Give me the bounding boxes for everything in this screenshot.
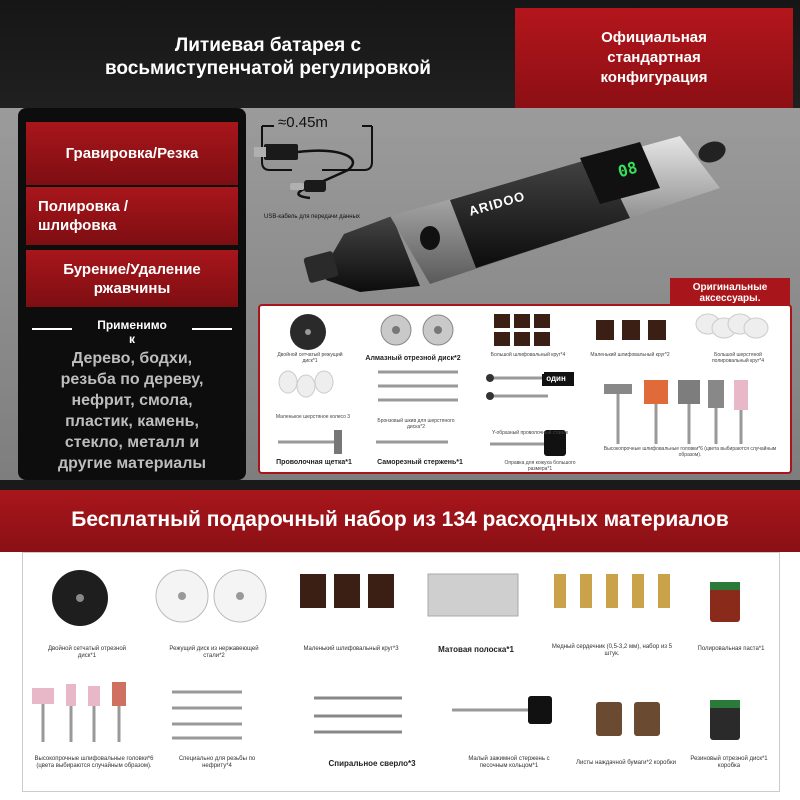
material-line-1: Дерево, бодхи,: [71, 350, 193, 367]
applicable-line-1: Применимо: [97, 318, 167, 332]
material-line-6: другие материалы: [57, 455, 207, 472]
product-title: [58, 34, 478, 80]
acc-caption-3: Большой шлифовальный круг*4: [490, 352, 566, 358]
gift-caption-10: Малый зажимной стержень с песочным кольцом*1: [468, 756, 550, 769]
applicable-line-2: к: [128, 332, 135, 346]
applicable-heading: [26, 318, 238, 352]
acc-caption-11: Саморезный стержень*1: [377, 459, 463, 466]
divider-left: [32, 328, 72, 330]
function-polishing-line-1: Полировка /: [38, 198, 129, 215]
gift-caption-12: Резиновый отрезной диск*1 коробка: [690, 756, 768, 769]
official-config-badge: [515, 8, 793, 108]
gift-caption-11: Листы наждачной бумаги*2 коробки: [576, 760, 676, 766]
gift-caption-9: Спиральное сверло*3: [328, 759, 416, 768]
acc-caption-10: Проволочная щетка*1: [276, 459, 352, 466]
gift-caption-2: Режущий диск из нержавеющей стали*2: [169, 646, 259, 659]
tool-display: 08: [615, 157, 640, 182]
one-badge: один: [542, 374, 570, 386]
title-line-1: Литиевая батарея с: [174, 35, 362, 56]
function-drilling: [26, 250, 238, 307]
gift-caption-4: Матовая полоска*1: [438, 645, 514, 654]
title-line-2: восьмиступенчатой регулировкой: [104, 58, 431, 79]
acc-caption-6: Маленькое шерстяное колесо 3: [275, 414, 351, 420]
acc-caption-12: Оправка для кожуха большого размера*1: [504, 460, 576, 472]
official-line-3: конфигурация: [600, 69, 708, 86]
accessories-tag-line-2: аксессуары.: [699, 293, 761, 304]
accessories-tag-line-1: Оригинальные: [692, 282, 768, 293]
gift-title: Бесплатный подарочный набор из 134 расходных материалов: [71, 508, 729, 531]
cable-length: ≈0.45m: [278, 114, 328, 131]
gift-caption-8: Специально для резьбы по нефриту*4: [178, 756, 256, 769]
acc-caption-2: Алмазный отрезной диск*2: [365, 355, 461, 362]
divider-right: [192, 328, 232, 330]
gift-caption-5: Медный сердечник (0,5-3,2 мм), набор из 5 штук.: [551, 644, 673, 657]
materials-list: [26, 348, 238, 474]
gift-caption-7: Высокопрочные шлифовальные головки*6 (цвета выбираются случайным образом).: [34, 756, 154, 769]
acc-caption-7: Бронзовый шкив для шерстяного диска*2: [377, 418, 455, 430]
function-polishing: [26, 187, 238, 245]
function-engraving: [26, 122, 238, 185]
function-polishing-line-2: шлифовка: [38, 217, 117, 234]
acc-caption-8: Y-образный проволочный станок: [491, 430, 569, 436]
official-line-2: стандартная: [607, 49, 701, 66]
cable-caption: USB-кабель для передачи данных: [264, 214, 360, 220]
official-line-1: Официальная: [601, 29, 707, 46]
material-line-4: пластик, камень,: [65, 413, 199, 430]
material-line-3: нефрит, смола,: [71, 392, 193, 409]
acc-caption-4: Маленький шлифовальный круг*2: [590, 352, 670, 358]
function-engraving-label: Гравировка/Резка: [65, 145, 199, 162]
material-line-2: резьба по дереву,: [60, 371, 204, 388]
gift-caption-1: Двойной сетчатый отрезной диск*1: [47, 646, 127, 659]
acc-caption-1: Двойной сетчатый режущий диск*1: [277, 352, 343, 364]
function-drilling-line-1: Бурение/Удаление: [63, 260, 201, 278]
gift-caption-6: Полировальная паста*1: [697, 646, 765, 652]
function-drilling-line-2: ржавчины: [93, 279, 171, 297]
material-line-5: стекло, металл и: [64, 434, 200, 451]
tool-brand: ARIDOO: [467, 188, 527, 219]
gift-caption-3: Маленький шлифовальный круг*3: [303, 646, 399, 652]
acc-caption-5: Большой шерстяной полировальный круг*4: [711, 352, 765, 364]
acc-caption-9: Высокопрочные шлифовальные головки*6 (цвета выбираются случайным образом).: [603, 446, 777, 458]
